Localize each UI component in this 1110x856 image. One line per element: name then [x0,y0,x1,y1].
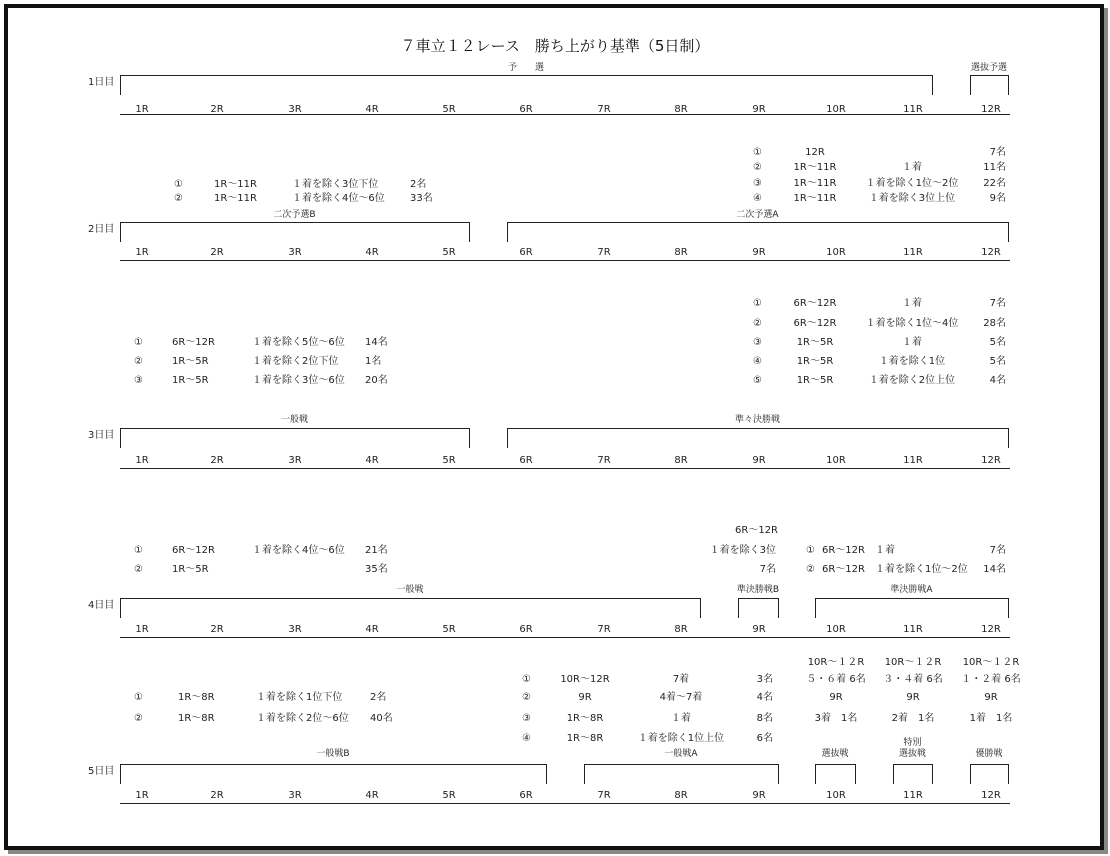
group-label: 準々決勝戦 [734,415,781,425]
criteria-row: 21名 [365,545,388,556]
race-label: 3R [288,247,302,258]
race-label: 5R [442,624,456,635]
race-label: 3R [288,790,302,801]
group-label: 一般戦B [316,749,350,759]
criteria-row: ① [134,545,143,556]
criteria-row: 6R～12R [172,337,215,348]
race-label: 11R [903,247,923,258]
criteria-row: １着 [902,162,922,173]
criteria-row: 6R～12R [822,545,865,556]
group-bracket-right [932,764,933,784]
race-label: 10R [826,104,846,115]
group-bracket-top [970,75,1008,76]
race-label: 1R [135,624,149,635]
group-bracket-right [778,598,779,618]
group-bracket-right [700,598,701,618]
race-label: 6R [519,247,533,258]
criteria-row: １着を除く3位下位 [292,179,379,190]
group-bracket-right [855,764,856,784]
race-label: 10R [826,455,846,466]
criteria-row: ③ [753,337,762,348]
criteria-row: 7着 [672,674,690,685]
race-label: 8R [674,790,688,801]
criteria-row: 1R～5R [796,337,834,348]
criteria-row: ⑤ [753,375,762,386]
group-bracket-left [120,598,121,618]
criteria-row: ② [134,564,143,575]
final-criteria: 9R [906,692,920,703]
criteria-row: １着 [902,298,922,309]
criteria-row: 2名 [370,692,387,703]
group-bracket-top [120,598,700,599]
group-label: 予 選 [507,63,545,73]
group-bracket-left [507,222,508,242]
criteria-row: 9R [578,692,592,703]
criteria-row: 1R～5R [172,564,209,575]
final-criteria: 10R～１２R [962,657,1020,668]
criteria-row: ④ [522,733,531,744]
group-label: 二次予選B [273,210,316,220]
group-bracket-left [120,428,121,448]
criteria-row: 10R～12R [560,674,610,685]
criteria-row: １着を除く4位～6位 [292,193,385,204]
race-label: 11R [903,455,923,466]
day-baseline [120,468,1010,469]
group-label: 優勝戦 [975,749,1003,759]
criteria-row: 1R～11R [793,178,837,189]
group-label: 一般戦A [664,749,698,759]
criteria-row: 11名 [983,162,1006,173]
group-label: 特別 [903,738,922,748]
criteria-row: １着を除く1位上位 [637,733,725,744]
criteria-row: 35名 [365,564,388,575]
criteria-row: 1R～8R [566,733,604,744]
page-title: ７車立１２レース 勝ち上がり基準（5日制） [400,37,710,55]
group-label: 一般戦 [280,415,309,425]
criteria-row: 5名 [989,337,1006,348]
criteria-row: 4着～7着 [659,692,703,703]
final-criteria: ５・６着 6名 [806,674,866,685]
group-bracket-top [120,428,469,429]
race-label: 12R [981,104,1001,115]
race-label: 5R [442,455,456,466]
final-criteria: １・２着 6名 [961,674,1021,685]
group-bracket-right [546,764,547,784]
criteria-row: １着を除く2位上位 [868,375,956,386]
race-label: 1R [135,790,149,801]
criteria-row: 1R～5R [796,356,834,367]
group-bracket-top [584,764,778,765]
race-label: 2R [210,104,224,115]
criteria-row: ③ [522,713,531,724]
race-label: 4R [365,104,379,115]
criteria-row: ④ [753,193,762,204]
criteria-row: ① [134,692,143,703]
criteria-row: ④ [753,356,762,367]
criteria-row: 1R～11R [793,193,837,204]
criteria-row: ② [522,692,531,703]
race-label: 1R [135,455,149,466]
criteria-row: ③ [134,375,143,386]
group-bracket-top [815,764,855,765]
criteria-row: 28名 [983,318,1006,329]
race-label: 11R [903,624,923,635]
criteria-row: 20名 [365,375,388,386]
criteria-row: １着を除く1位～2位 [875,564,968,575]
criteria-row: １着 [671,713,691,724]
criteria-row: ① [753,147,762,158]
race-label: 12R [981,624,1001,635]
final-criteria: 1着 1名 [969,713,1013,724]
day-baseline [120,637,1010,638]
criteria-row: １着を除く4位～6位 [252,545,345,556]
criteria-row: 6R～12R [793,298,837,309]
group-bracket-top [815,598,1008,599]
semifinal-b-criteria: １着を除く3位 [709,545,776,556]
day-label: 2日目 [88,224,115,235]
criteria-row: ② [806,564,815,575]
group-label: 準決勝戦B [736,585,780,595]
group-bracket-left [584,764,585,784]
group-label: 選抜戦 [898,749,927,759]
criteria-row: 1R～8R [566,713,604,724]
criteria-row: １着を除く1位下位 [256,692,343,703]
criteria-row: 6R～12R [172,545,215,556]
race-label: 4R [365,247,379,258]
group-bracket-right [1008,75,1009,95]
criteria-row: 1R～11R [214,179,257,190]
race-label: 7R [597,790,611,801]
day-label: 1日目 [88,77,115,88]
day-baseline [120,114,1010,115]
final-criteria: 2着 1名 [891,713,935,724]
criteria-row: ② [134,713,143,724]
criteria-row: ② [134,356,143,367]
criteria-row: ③ [753,178,762,189]
group-bracket-right [1008,764,1009,784]
final-criteria: 9R [829,692,843,703]
race-label: 2R [210,624,224,635]
criteria-row: 1R～5R [172,375,209,386]
race-label: 9R [752,790,766,801]
criteria-row: 6R～12R [793,318,837,329]
group-bracket-right [932,75,933,95]
race-label: 2R [210,455,224,466]
race-label: 10R [826,624,846,635]
criteria-row: 1R～11R [214,193,257,204]
race-label: 10R [826,790,846,801]
race-label: 1R [135,247,149,258]
criteria-row: 9名 [989,193,1006,204]
race-label: 5R [442,790,456,801]
criteria-row: １着を除く1位～2位 [865,178,959,189]
criteria-row: 1名 [365,356,382,367]
race-label: 9R [752,624,766,635]
criteria-row: １着を除く5位～6位 [252,337,345,348]
group-label: 一般戦 [396,585,424,595]
criteria-row: 1R～11R [793,162,837,173]
group-bracket-left [507,428,508,448]
criteria-row: ② [753,318,762,329]
race-label: 9R [752,455,766,466]
race-label: 4R [365,790,379,801]
group-bracket-left [120,764,121,784]
semifinal-b-criteria: 7名 [759,564,776,575]
group-bracket-left [815,764,816,784]
criteria-row: 33名 [410,193,433,204]
day-baseline [120,803,1010,804]
race-label: 10R [826,247,846,258]
group-bracket-top [507,428,1008,429]
criteria-row: 3名 [756,674,773,685]
race-label: 1R [135,104,149,115]
criteria-row: ② [174,193,183,204]
race-label: 7R [597,247,611,258]
group-bracket-left [738,598,739,618]
group-label: 選抜戦 [821,749,849,759]
final-criteria: 3着 1名 [814,713,858,724]
race-label: 8R [674,104,688,115]
criteria-row: 4名 [989,375,1006,386]
criteria-row: 8名 [756,713,773,724]
race-label: 8R [674,455,688,466]
race-label: 6R [519,790,533,801]
race-label: 2R [210,247,224,258]
final-criteria: ３・４着 6名 [883,674,943,685]
criteria-row: 5名 [989,356,1006,367]
group-bracket-right [778,764,779,784]
criteria-row: 6R～12R [822,564,865,575]
day-label: 5日目 [88,766,115,777]
race-label: 7R [597,104,611,115]
group-bracket-top [738,598,778,599]
race-label: 3R [288,624,302,635]
criteria-row: ① [174,179,183,190]
race-label: 3R [288,455,302,466]
semifinal-b-criteria: 6R～12R [735,525,778,536]
race-label: 12R [981,455,1001,466]
criteria-row: １着を除く1位～4位 [865,318,959,329]
criteria-row: 14名 [983,564,1006,575]
race-label: 9R [752,247,766,258]
race-label: 11R [903,104,923,115]
group-bracket-top [120,75,932,76]
group-bracket-top [120,222,469,223]
group-label: 二次予選A [736,210,779,220]
group-bracket-top [970,764,1008,765]
criteria-row: 6名 [756,733,773,744]
criteria-row: ① [522,674,531,685]
criteria-row: ② [753,162,762,173]
criteria-row: １着 [902,337,922,348]
criteria-row: １着を除く3位～6位 [252,375,345,386]
race-label: 9R [752,104,766,115]
criteria-row: １着 [875,545,895,556]
race-label: 11R [903,790,923,801]
final-criteria: 10R～１２R [807,657,865,668]
group-bracket-left [815,598,816,618]
group-bracket-right [1008,428,1009,448]
group-bracket-left [893,764,894,784]
criteria-row: 7名 [989,545,1006,556]
group-bracket-right [469,222,470,242]
criteria-row: 7名 [989,298,1006,309]
race-label: 6R [519,104,533,115]
criteria-row: 1R～8R [178,713,215,724]
criteria-row: 40名 [370,713,393,724]
criteria-row: 2名 [410,179,427,190]
day-baseline [120,260,1010,261]
criteria-row: 7名 [989,147,1006,158]
race-label: 4R [365,624,379,635]
race-label: 8R [674,247,688,258]
criteria-row: ① [134,337,143,348]
group-bracket-left [970,764,971,784]
criteria-row: １着を除く3位上位 [868,193,956,204]
criteria-row: １着を除く1位 [878,356,946,367]
race-label: 12R [981,247,1001,258]
criteria-row: 12R [805,147,825,158]
criteria-row: 4名 [756,692,773,703]
criteria-row: １着を除く2位下位 [252,356,339,367]
race-label: 4R [365,455,379,466]
group-label: 選抜予選 [970,63,1008,73]
criteria-row: 1R～5R [796,375,834,386]
group-bracket-left [120,222,121,242]
race-label: 7R [597,455,611,466]
race-label: 5R [442,104,456,115]
group-bracket-right [469,428,470,448]
day-label: 3日目 [88,430,115,441]
final-criteria: 10R～１２R [884,657,942,668]
race-label: 3R [288,104,302,115]
criteria-row: 14名 [365,337,388,348]
criteria-row: 1R～8R [178,692,215,703]
race-label: 2R [210,790,224,801]
race-label: 5R [442,247,456,258]
criteria-row: ① [806,545,815,556]
group-bracket-right [1008,222,1009,242]
group-label: 準決勝戦A [890,585,933,595]
group-bracket-top [120,764,546,765]
day-label: 4日目 [88,600,115,611]
group-bracket-top [507,222,1008,223]
race-label: 6R [519,624,533,635]
group-bracket-right [1008,598,1009,618]
race-label: 12R [981,790,1001,801]
criteria-row: １着を除く2位～6位 [256,713,349,724]
group-bracket-left [120,75,121,95]
race-label: 8R [674,624,688,635]
criteria-row: ① [753,298,762,309]
group-bracket-left [970,75,971,95]
final-criteria: 9R [984,692,998,703]
criteria-row: 22名 [983,178,1006,189]
race-label: 7R [597,624,611,635]
race-label: 6R [519,455,533,466]
criteria-row: 1R～5R [172,356,209,367]
group-bracket-top [893,764,932,765]
